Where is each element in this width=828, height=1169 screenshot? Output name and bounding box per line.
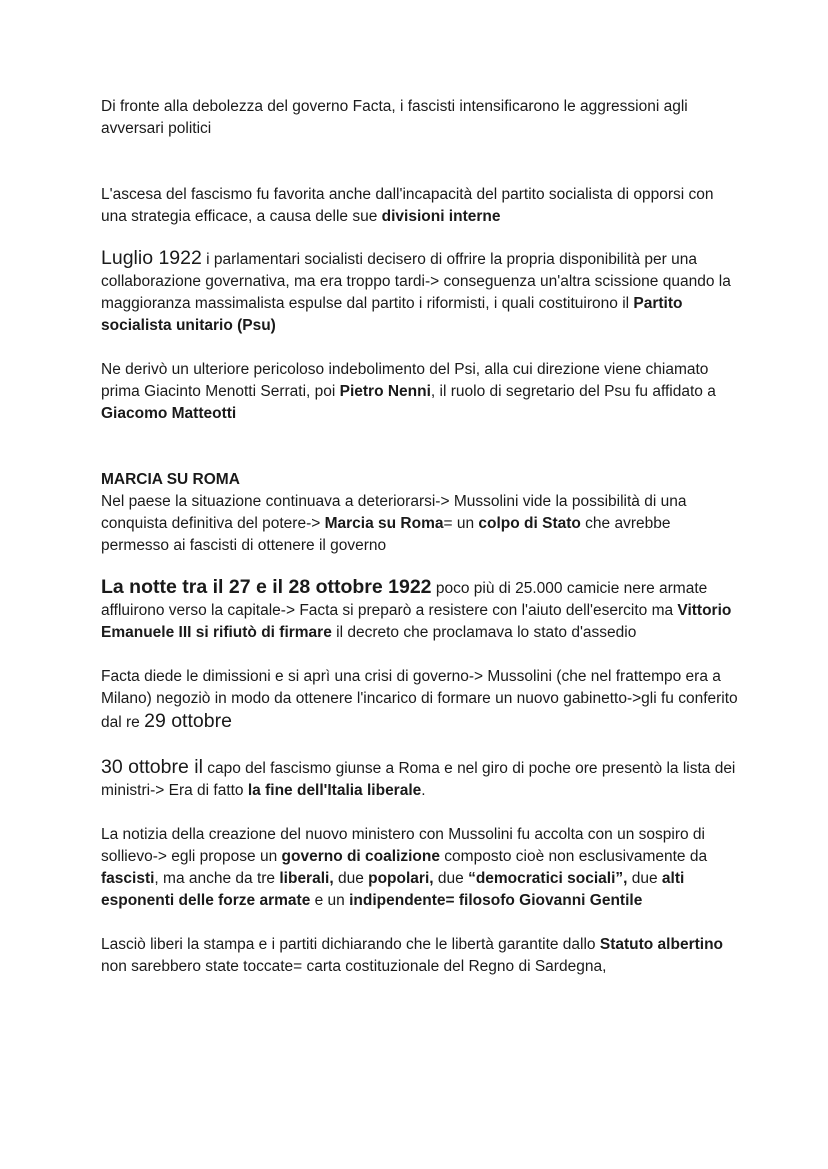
text: i parlamentari socialisti decisero di offrire la propria disponibilità per una collaborazione governativa, ma era troppo tardi-> conseguenza un'altra scissione quando la maggioranza massimalista espulse dal partito i riformisti, i quali costituirono il (101, 251, 731, 312)
large-date-text: Luglio 1922 (101, 247, 202, 269)
large-date-text: La notte tra il 27 e il 28 ottobre 1922 (101, 576, 432, 598)
paragraph-coalition-government (101, 824, 741, 912)
paragraph-march-on-rome (101, 491, 741, 557)
bold-text: la fine dell'Italia liberale (247, 782, 422, 799)
text: due (433, 870, 469, 887)
text: capo del fascismo giunse a Roma e nel giro di poche ore presentò la lista dei ministri-> Era di fatto (101, 760, 736, 799)
text: composto cioè non esclusivamente da (439, 848, 708, 865)
text: Nel paese la situazione continuava a deteriorarsi-> Mussolini vide la possibilità di una conquista definitiva del potere-> (101, 493, 687, 532)
document-page (101, 96, 741, 978)
bold-text: Marcia su Roma (324, 515, 444, 532)
text: il decreto che proclamava lo stato d'assedio (331, 624, 637, 641)
bold-text: Giacomo Matteotti (101, 405, 237, 422)
bold-text: liberali, (279, 870, 334, 887)
bold-text: alti esponenti delle forze armate (101, 870, 685, 909)
text: Lasciò liberi la stampa e i partiti dichiarando che le libertà garantite dallo (101, 936, 600, 953)
text: La notizia della creazione del nuovo ministero con Mussolini fu accolta con un sospiro di sollievo-> egli propose un (101, 826, 705, 865)
bold-text: “democratici sociali”, (468, 870, 628, 887)
bold-text: popolari, (368, 870, 434, 887)
paragraph-facta-resigns (101, 666, 741, 734)
text: = un (443, 515, 479, 532)
text: e un (310, 892, 350, 909)
text: , il ruolo di segretario del Psu fu affidato a (430, 383, 716, 400)
section-heading: MARCIA SU ROMA (101, 471, 240, 488)
paragraph-night-october (101, 576, 741, 644)
text: che avrebbe permesso ai fascisti di ottenere il governo (101, 515, 671, 554)
paragraph-july-1922 (101, 247, 741, 337)
bold-text: Statuto albertino (599, 936, 724, 953)
bold-text: divisioni interne (381, 208, 501, 225)
text: due (333, 870, 369, 887)
large-date-text: 29 ottobre (144, 710, 232, 732)
text: . (421, 782, 426, 799)
text: non sarebbero state toccate= carta costituzionale del Regno di Sardegna, (101, 958, 607, 975)
paragraph-facta-weakness (101, 96, 741, 140)
text: Ne derivò un ulteriore pericoloso indebolimento del Psi, alla cui direzione viene chiamato prima Giacinto Menotti Serrati, poi (101, 361, 709, 400)
bold-text: colpo di Stato (478, 515, 581, 532)
bold-text: governo di coalizione (281, 848, 440, 865)
paragraph-socialist-divisions (101, 184, 741, 228)
large-date-text: 30 ottobre il (101, 756, 203, 778)
text: Facta diede le dimissioni e si aprì una crisi di governo-> Mussolini (che nel frattempo era a Milano) negoziò in modo da ottenere l'incarico di formare un nuovo gabinetto->gli fu conferito dal re (101, 668, 738, 731)
text: poco più di 25.000 camicie nere armate affluirono verso la capitale-> Facta si preparò a resistere con l'aiuto dell'esercito ma (101, 580, 708, 619)
paragraph-statuto-albertino (101, 934, 741, 978)
bold-text: fascisti (101, 870, 155, 887)
text: due (627, 870, 662, 887)
bold-text: Partito socialista unitario (Psu) (101, 295, 683, 334)
text: , ma anche da tre (154, 870, 280, 887)
text: Di fronte alla debolezza del governo Facta, i fascisti intensificarono le aggressioni agli avversari politici (101, 98, 688, 137)
bold-text: indipendente= filosofo Giovanni Gentile (349, 892, 643, 909)
bold-text: Vittorio Emanuele III si rifiutò di firmare (101, 602, 732, 641)
text: L'ascesa del fascismo fu favorita anche dall'incapacità del partito socialista di opporsi con una strategia efficace, a causa delle sue (101, 186, 714, 225)
paragraph-october-30 (101, 756, 741, 802)
paragraph-psi-weakening (101, 359, 741, 425)
bold-text: Pietro Nenni (339, 383, 431, 400)
